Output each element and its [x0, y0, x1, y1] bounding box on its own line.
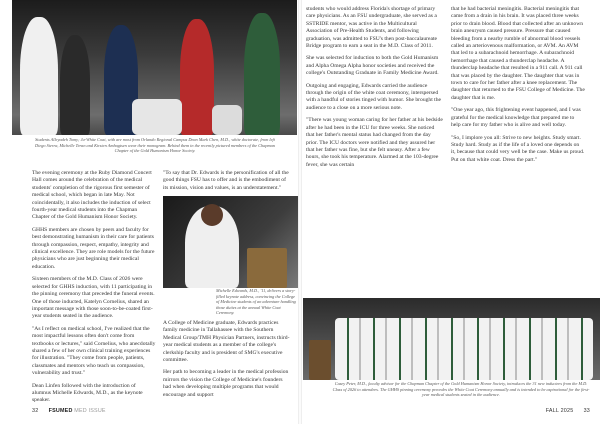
magazine-issue-label: MED ISSUE — [74, 408, 106, 414]
right-page-number: 33 — [583, 408, 590, 414]
bottom-right-photo-caption: Casey Peter, M.D., faculty advisor for the Chapman Chapter of the Gold Humanism Honor Society, introduces the 31 new inductees from the M.D. Class of 2026 to attendees. The GHHS pinning ceremony precedes the White Coat Ceremony annually and is intended to be aspirational for the first-year medical students seated in the audience. — [332, 381, 590, 398]
paragraph: "One year ago, this frightening event happened, and I was grateful for the medical knowledge that prepared me to help care for my father who is alive and well today. — [451, 107, 581, 129]
paragraph: Sixteen members of the M.D. Class of 2026 were selected for GHHS induction, with 11 participating in the pinning ceremony that preceded the funeral events. One of those inducted, Katelyn Cornelius, shared an important message with those soon-to-be-coated first-year students seated in the audience. — [32, 276, 155, 320]
ceremony-stage-photo — [12, 0, 297, 135]
paragraph: Her path to becoming a leader in the medical profession mirrors the vision the College of Medicine's founders had when developing multiple programs that would encourage and support — [163, 369, 289, 398]
left-page-column-2-top — [163, 170, 291, 197]
left-page-number: 32 — [32, 408, 39, 414]
seated-faculty-row — [132, 99, 182, 135]
seated-faculty-row-2 — [212, 105, 242, 135]
magazine-brand: FSUMED — [48, 408, 73, 414]
paragraph: "As I reflect on medical school, I've realized that the most impactful lessons often don't come from textbooks or lectures," said Cornelius, who anecdotally shared a few of her own clinical training experiences for illustration. "They come from people, patients, classmates and mentors who teach us compassion, vulnerability and trust." — [32, 325, 156, 377]
left-page-column-2-bottom — [163, 320, 291, 404]
right-page-column-1 — [306, 6, 444, 174]
paragraph: GHHS members are chosen by peers and faculty for best demonstrating humanism in their care for patients through compassion, respect, empathy, integrity and clinical excellence. They are role models for the future physicians who are just beginning their medical education. — [32, 226, 155, 270]
student-figure-white-coat — [20, 17, 58, 135]
paragraph: "There was young woman caring for her father at his bedside after he had been in the ICU for three weeks. She noticed that her father's mental status had changed from the day prior. The ICU doctors were notified and they assured her that her father was fine, but she felt uneasy. After a few hours, she took his temperature. Alarmed at the 103-degree fever, she was certain — [306, 117, 443, 168]
paragraph: She was selected for induction to both the Gold Humanism and Alpha Omega Alpha honor societies and received the college's Outstanding Graduate in Family Medicine Award. — [306, 55, 439, 77]
top-left-photo-caption: Students Alleyadeh Tomy; Ju-White Coat, with are most from Orlando Regional Campus Dean Mark Chen, M.D., white doctorate, from left Diego Sierra, Michelle Teran and Kirsten Ambagtsen wear their monogram. Behind them in the recently pictured members of the Chapman Chapter of the Gold Humanism Honor Society. — [35, 137, 275, 154]
paragraph: students who would address Florida's shortage of primary care physicians. As an FSU undergraduate, she served as a SSTRIDE mentor, was active in the Multicultural Association of Pre-Health Students, and following graduation, was admitted to FSU's then post-baccalaureate Bridge program to earn a seat in the M.D. Class of 2011. — [306, 6, 438, 50]
quote-paragraph: "To say that Dr. Edwards is the personification of all the good things FSU has to offer and is the embodiment of its mission, vision and values, is an understatement." — [163, 170, 289, 191]
student-figure-green-gown — [244, 13, 280, 135]
issue-date: FALL 2025 — [545, 408, 574, 414]
podium — [309, 340, 331, 380]
paragraph: that he had bacterial meningitis. Bacterial meningitis that came from a drain in his brain. It was placed three weeks prior to drain blood. Blood that collected after an unknown brain aneurysm caused pressure. Pressure that caused bleeding from a nearby rumble of abnormal blood vessels called an arteriovenous malformation, or AVM. An AVM that led to a subarachnoid hemorrhage. A subarachnoid hemorrhage that caused a thunderclap headache. A thunderclap headache that resulted in a 911 call. A 911 call that was placed by the daughter. The daughter that was in town to care for her father after a knee replacement. The daughter that returned to the FSU College of Medicine. The daughter that is me. — [451, 6, 585, 101]
right-page-footer — [530, 408, 590, 414]
paragraph: Outgoing and engaging, Edwards carried the audience through the origin of the white coat ceremony, interspersed with a handful of stories tinged with humor. She brought the audience to a close on a more serious note. — [306, 82, 442, 111]
paragraph: A College of Medicine graduate, Edwards practices family medicine in Tallahassee with the Southern Medical Group/TMH Physician Partners, instructs third-year medical students as a member of the college's clerkship faculty and is president of SMG's executive committee. — [163, 320, 290, 364]
speaker-head — [201, 204, 223, 226]
page-gutter — [298, 0, 302, 424]
keynote-photo-caption: Michelle Edwards, M.D., '11, delivers a story-filled keynote address, convincing the College of Medicine students of an adventure handling those duties at the annual White Coat Ceremony. — [216, 288, 296, 316]
student-figure-dark — [60, 35, 90, 135]
lectern — [247, 248, 287, 288]
left-page-footer — [32, 408, 152, 414]
paragraph: "So, I implore you all: Strive to new heights. Study smart. Study hard. Study as if the life of a loved one depends on it, because that could very well be the case. Make us proud. Put on that white coat. Dress the part." — [451, 134, 585, 163]
left-page-column-1 — [32, 170, 156, 410]
paragraph: The evening ceremony at the Ruby Diamond Concert Hall comes around the celebration of the medical students' completion of the rigorous first semester of medical school, which began in late May. Not coincidentally, it also includes the induction of select fourth-year medical students into the Chapman Chapter of the Gold Humanism Honor Society. — [32, 170, 152, 221]
ghhs-inductees-group-photo — [303, 298, 600, 380]
inductee-row-white-coats — [335, 318, 593, 380]
right-page-column-2 — [451, 6, 585, 169]
student-figure-red-gown — [180, 19, 214, 135]
paragraph: Dean Linfen followed with the introduction of alumnus Michelle Edwards, M.D., as the keynote speaker. — [32, 382, 143, 404]
keynote-speaker-photo — [163, 196, 298, 288]
